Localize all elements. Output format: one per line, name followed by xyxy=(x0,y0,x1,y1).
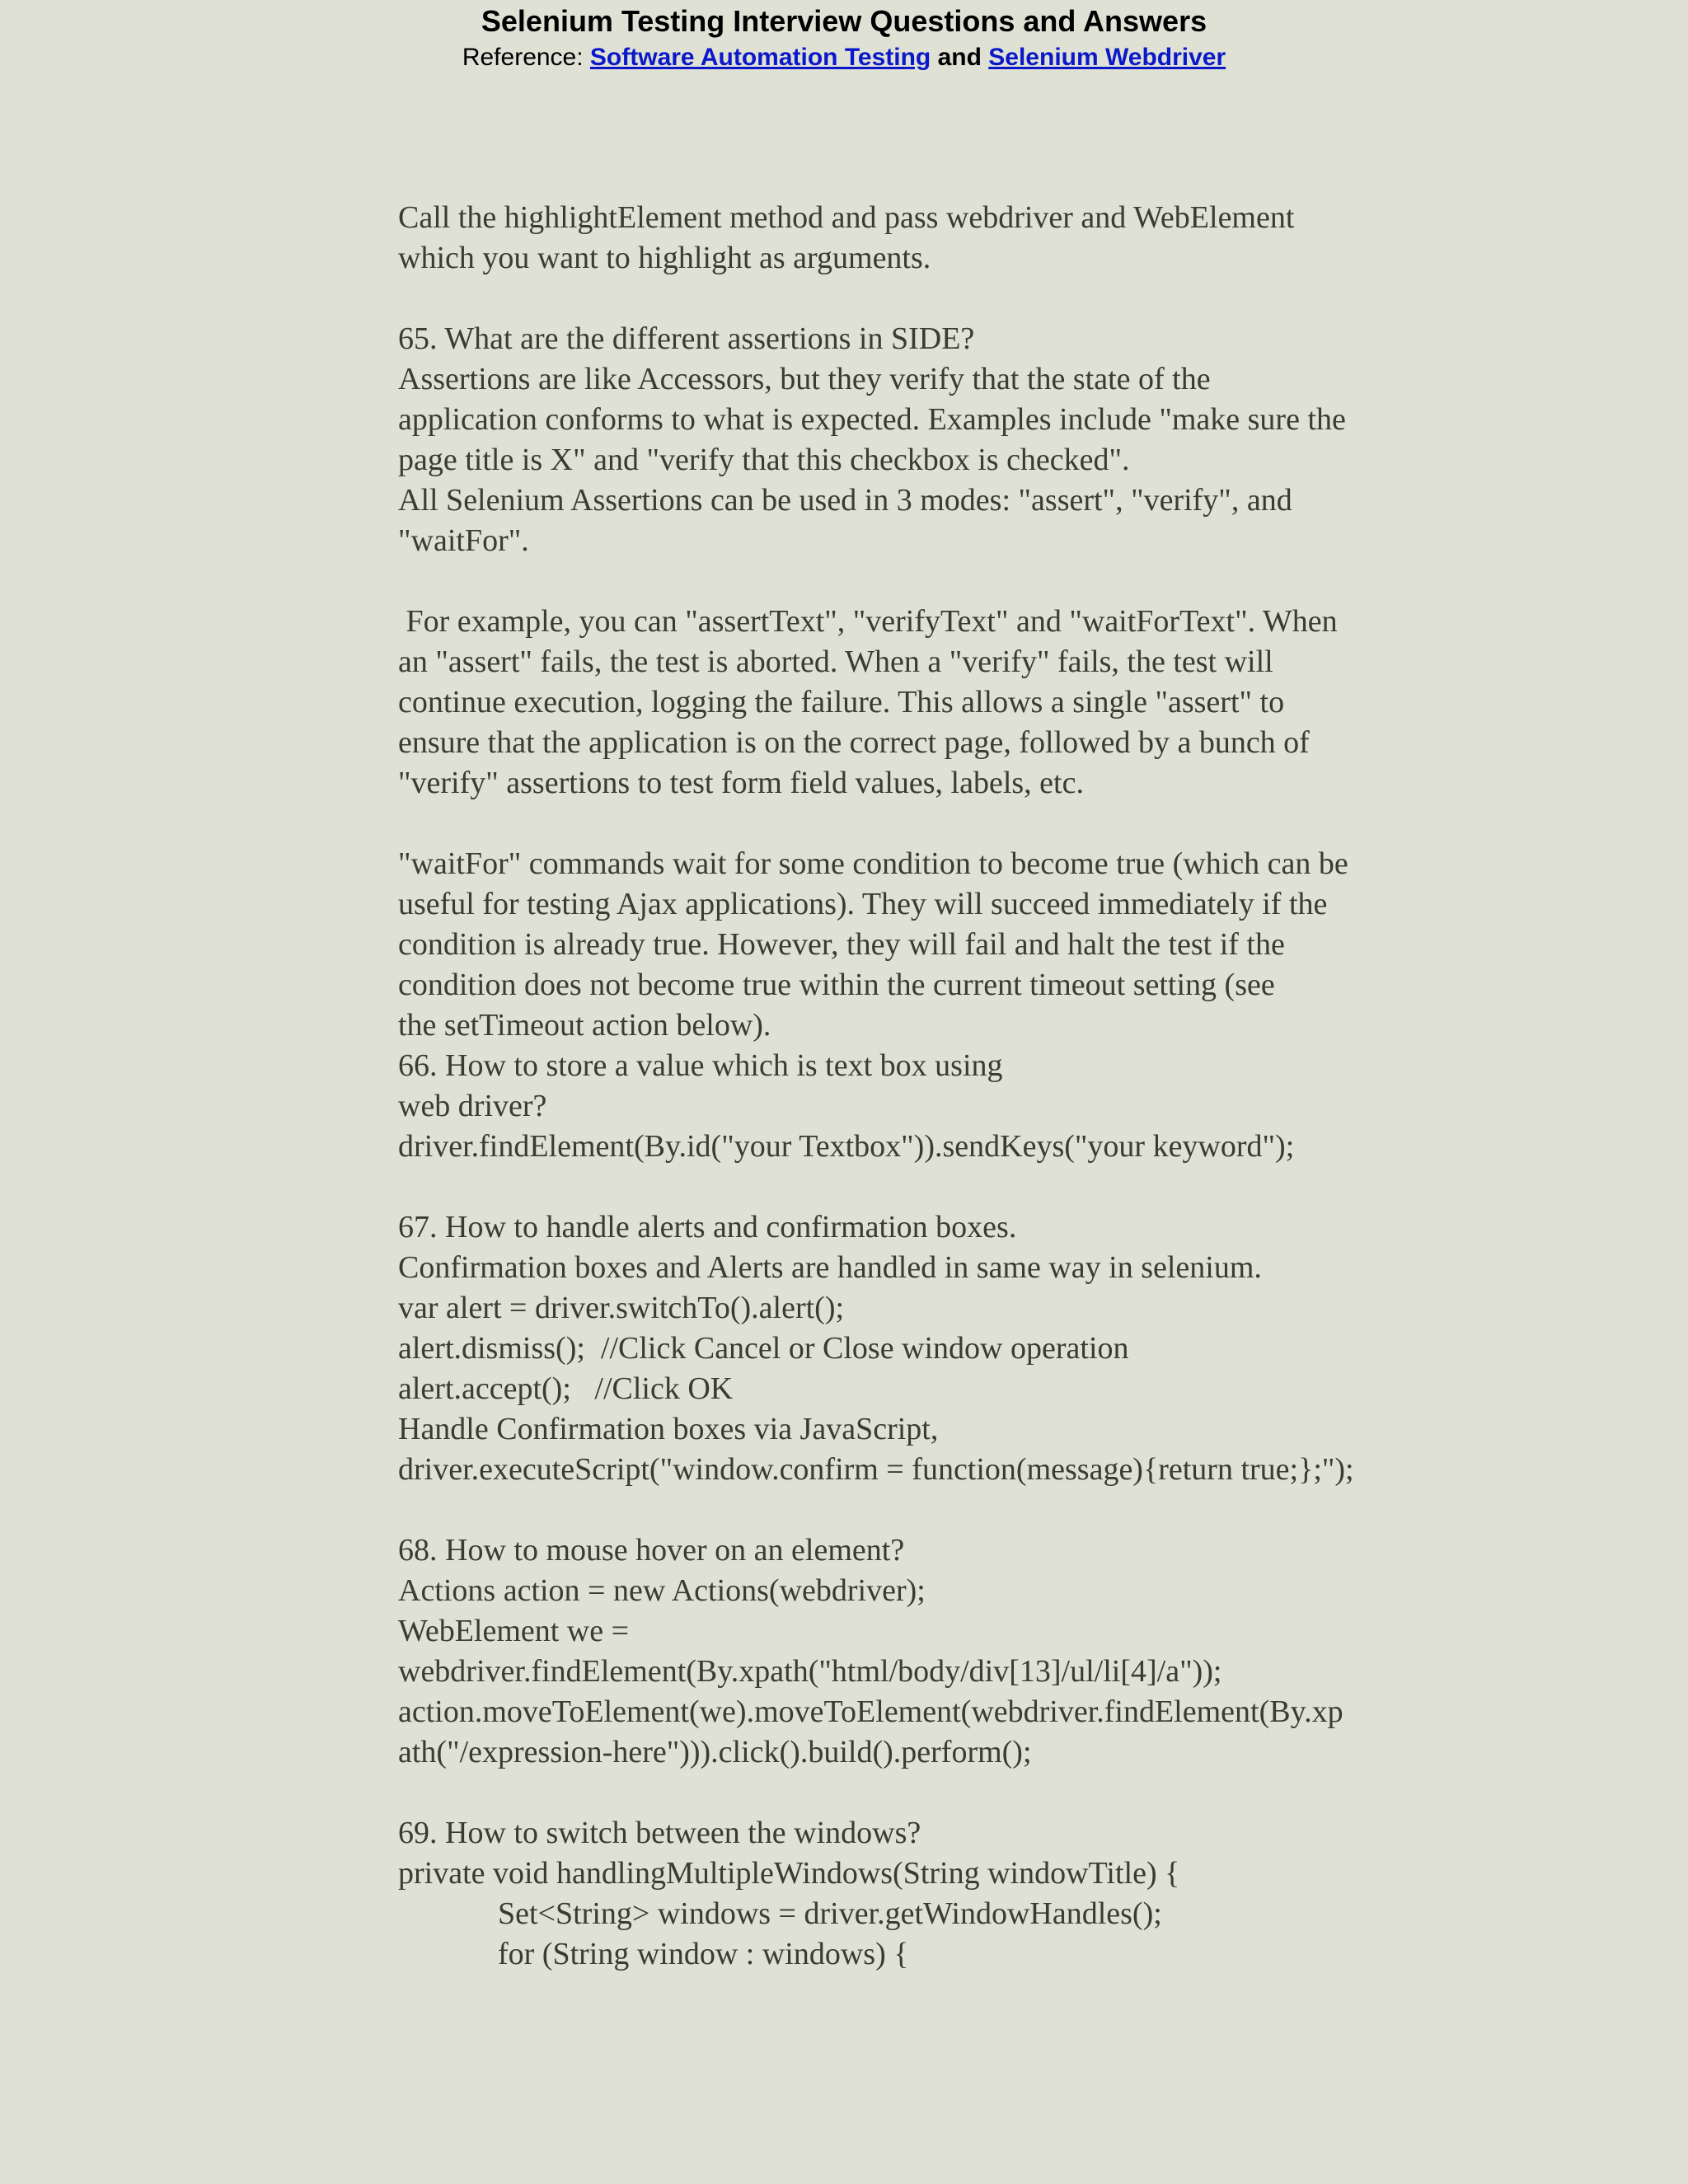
blank-line xyxy=(398,279,1552,319)
text-line: var alert = driver.switchTo().alert(); xyxy=(398,1291,845,1325)
text-line: 67. How to handle alerts and confirmation boxes. xyxy=(398,1210,1017,1244)
selenium-webdriver-link[interactable]: Selenium Webdriver xyxy=(988,44,1226,71)
blank-line xyxy=(398,1773,1552,1813)
text-line: web driver? xyxy=(398,1089,547,1123)
text-line: useful for testing Ajax applications). They will succeed immediately if the xyxy=(398,887,1328,921)
text-line: All Selenium Assertions can be used in 3 modes: "assert", "verify", and xyxy=(398,483,1292,518)
text-line: Set<String> windows = driver.getWindowHandles(); xyxy=(498,1896,1162,1931)
text-line: "verify" assertions to test form field values, labels, etc. xyxy=(398,766,1084,800)
blank-line xyxy=(398,1490,1552,1530)
text-line: application conforms to what is expected. Examples include "make sure the xyxy=(398,402,1346,437)
text-line: ensure that the application is on the correct page, followed by a bunch of xyxy=(398,725,1310,760)
reference-label: Reference: xyxy=(462,44,590,71)
text-line: Call the highlightElement method and pass webdriver and WebElement xyxy=(398,200,1295,235)
text-line: which you want to highlight as arguments. xyxy=(398,241,931,275)
text-line: alert.dismiss(); //Click Cancel or Close window operation xyxy=(398,1331,1129,1366)
page-header xyxy=(0,0,1688,74)
text-line: WebElement we = xyxy=(398,1614,630,1648)
text-line: for (String window : windows) { xyxy=(498,1937,909,1971)
text-line: action.moveToElement(we).moveToElement(webdriver.findElement(By.xp xyxy=(398,1694,1343,1729)
blank-line xyxy=(398,561,1552,602)
text-line: condition does not become true within the current timeout setting (see xyxy=(398,968,1275,1002)
text-line: 69. How to switch between the windows? xyxy=(398,1816,921,1850)
text-line: driver.executeScript("window.confirm = function(message){return true;};"); xyxy=(398,1452,1354,1487)
blank-line xyxy=(398,1167,1552,1207)
text-line: Assertions are like Accessors, but they verify that the state of the xyxy=(398,362,1211,396)
text-line: condition is already true. However, they will fail and halt the test if the xyxy=(398,927,1285,962)
text-line: continue execution, logging the failure. This allows a single "assert" to xyxy=(398,685,1285,719)
text-line: "waitFor". xyxy=(398,523,529,558)
document-title: Selenium Testing Interview Questions and Answers xyxy=(481,4,1207,38)
blank-line xyxy=(398,804,1552,844)
document-body xyxy=(398,198,1552,1975)
text-line: ath("/expression-here"))).click().build().perform(); xyxy=(398,1735,1032,1769)
text-line: an "assert" fails, the test is aborted. When a "verify" fails, the test will xyxy=(398,644,1273,679)
text-line: 66. How to store a value which is text box using xyxy=(398,1048,1003,1083)
text-line: private void handlingMultipleWindows(String windowTitle) { xyxy=(398,1856,1180,1891)
text-line: For example, you can "assertText", "verifyText" and "waitForText". When xyxy=(398,604,1338,639)
text-line: 65. What are the different assertions in SIDE? xyxy=(398,321,975,356)
text-line: Handle Confirmation boxes via JavaScript, xyxy=(398,1412,939,1446)
text-line: 68. How to mouse hover on an element? xyxy=(398,1533,905,1568)
text-line: Actions action = new Actions(webdriver); xyxy=(398,1573,926,1608)
text-line: Confirmation boxes and Alerts are handled in same way in selenium. xyxy=(398,1250,1262,1285)
text-line: alert.accept(); //Click OK xyxy=(398,1371,734,1406)
text-line: driver.findElement(By.id("your Textbox")).sendKeys("your keyword"); xyxy=(398,1129,1295,1164)
software-automation-testing-link[interactable]: Software Automation Testing xyxy=(589,44,931,71)
text-line: the setTimeout action below). xyxy=(398,1008,771,1043)
text-line: "waitFor" commands wait for some condition to become true (which can be xyxy=(398,846,1348,881)
text-line: webdriver.findElement(By.xpath("html/body/div[13]/ul/li[4]/a")); xyxy=(398,1654,1222,1689)
reference-and: and xyxy=(931,44,989,71)
reference-line xyxy=(0,41,1688,74)
text-line: page title is X" and "verify that this checkbox is checked". xyxy=(398,443,1130,477)
